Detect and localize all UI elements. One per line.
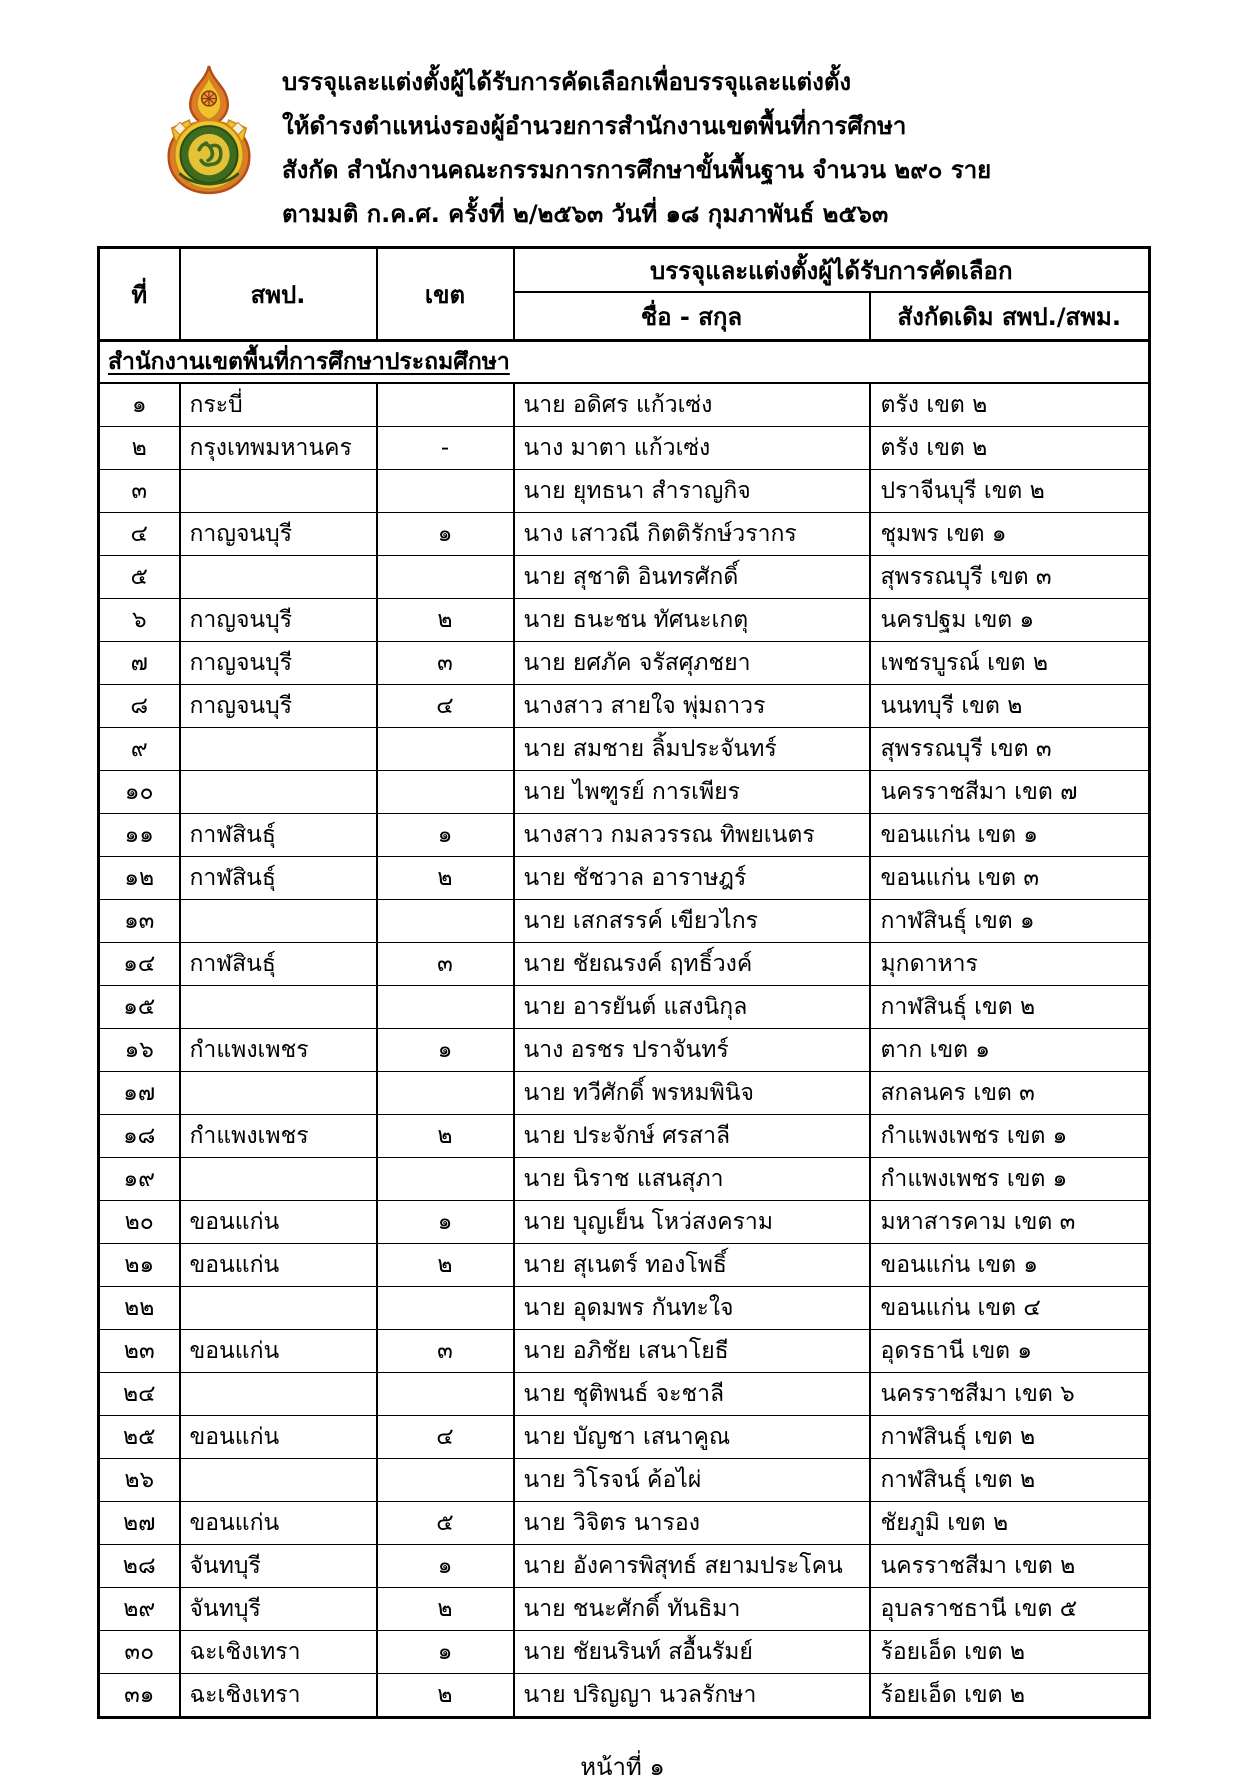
cell-former: ชุมพร เขต ๑ <box>870 513 1150 556</box>
page-number: หน้าที่ ๑ <box>580 1753 665 1781</box>
cell-office: กาญจนบุรี <box>180 685 377 728</box>
cell-office <box>180 1373 377 1416</box>
cell-district: ๑ <box>377 814 514 857</box>
cell-name: นางสาว กมลวรรณ ทิพยเนตร <box>514 814 870 857</box>
col-header-former: สังกัดเดิม สพป./สพม. <box>870 292 1150 341</box>
cell-former: ร้อยเอ็ด เขต ๒ <box>870 1631 1150 1674</box>
cell-former: นนทบุรี เขต ๒ <box>870 685 1150 728</box>
cell-office <box>180 1072 377 1115</box>
header-row-top <box>99 248 1150 293</box>
cell-office: กาฬสินธุ์ <box>180 857 377 900</box>
cell-office: กาญจนบุรี <box>180 642 377 685</box>
cell-name: นาย ชัยณรงค์ ฤทธิ์วงค์ <box>514 943 870 986</box>
cell-name: นาย ยุทธนา สำราญกิจ <box>514 470 870 513</box>
cell-district: ๒ <box>377 1115 514 1158</box>
section-title: สำนักงานเขตพื้นที่การศึกษาประถมศึกษา <box>108 349 510 375</box>
cell-office: ขอนแก่น <box>180 1201 377 1244</box>
cell-no: ๑๗ <box>99 1072 180 1115</box>
cell-no: ๑ <box>99 383 180 427</box>
cell-no: ๑๕ <box>99 986 180 1029</box>
cell-former: กาฬสินธุ์ เขต ๑ <box>870 900 1150 943</box>
col-header-appointment-group: บรรจุและแต่งตั้งผู้ได้รับการคัดเลือก <box>514 248 1150 293</box>
cell-no: ๒๙ <box>99 1588 180 1631</box>
cell-district <box>377 1158 514 1201</box>
table-row <box>99 1631 1150 1674</box>
table-row <box>99 1373 1150 1416</box>
cell-district <box>377 1459 514 1502</box>
table-row <box>99 1287 1150 1330</box>
cell-former: ตรัง เขต ๒ <box>870 383 1150 427</box>
cell-no: ๑๔ <box>99 943 180 986</box>
cell-name: นาย เสกสรรค์ เขียวไกร <box>514 900 870 943</box>
cell-office <box>180 986 377 1029</box>
table-row <box>99 986 1150 1029</box>
cell-former: นครราชสีมา เขต ๒ <box>870 1545 1150 1588</box>
cell-district <box>377 556 514 599</box>
cell-former: มหาสารคาม เขต ๓ <box>870 1201 1150 1244</box>
title-line-3: สังกัด สำนักงานคณะกรรมการการศึกษาขั้นพื้นฐาน จำนวน ๒๙๐ ราย <box>282 156 992 184</box>
title-line-1: บรรจุและแต่งตั้งผู้ได้รับการคัดเลือกเพื่อบรรจุและแต่งตั้ง <box>282 68 852 96</box>
cell-no: ๙ <box>99 728 180 771</box>
cell-name: นาย อุดมพร กันทะใจ <box>514 1287 870 1330</box>
cell-district <box>377 728 514 771</box>
cell-former: ร้อยเอ็ด เขต ๒ <box>870 1674 1150 1718</box>
cell-no: ๓๑ <box>99 1674 180 1718</box>
cell-office: จันทบุรี <box>180 1588 377 1631</box>
table-row <box>99 1459 1150 1502</box>
cell-no: ๒๓ <box>99 1330 180 1373</box>
cell-district <box>377 900 514 943</box>
cell-no: ๘ <box>99 685 180 728</box>
cell-name: นาย นิราช แสนสุภา <box>514 1158 870 1201</box>
table-row <box>99 1416 1150 1459</box>
cell-former: กาฬสินธุ์ เขต ๒ <box>870 1416 1150 1459</box>
cell-district: ๒ <box>377 857 514 900</box>
cell-former: กำแพงเพชร เขต ๑ <box>870 1115 1150 1158</box>
cell-office <box>180 728 377 771</box>
cell-office <box>180 1459 377 1502</box>
table-row <box>99 556 1150 599</box>
obec-ministry-emblem-icon <box>150 62 268 198</box>
cell-name: นาย บัญชา เสนาคูณ <box>514 1416 870 1459</box>
cell-former: ขอนแก่น เขต ๑ <box>870 814 1150 857</box>
cell-no: ๗ <box>99 642 180 685</box>
cell-no: ๒๐ <box>99 1201 180 1244</box>
cell-office <box>180 900 377 943</box>
cell-name: นาย อภิชัย เสนาโยธี <box>514 1330 870 1373</box>
cell-district: ๒ <box>377 1588 514 1631</box>
cell-former: ขอนแก่น เขต ๑ <box>870 1244 1150 1287</box>
cell-former: กาฬสินธุ์ เขต ๒ <box>870 986 1150 1029</box>
cell-no: ๖ <box>99 599 180 642</box>
cell-no: ๓๐ <box>99 1631 180 1674</box>
cell-no: ๓ <box>99 470 180 513</box>
cell-name: นาย วิจิตร นารอง <box>514 1502 870 1545</box>
table-row <box>99 1244 1150 1287</box>
table-row <box>99 1158 1150 1201</box>
cell-office: ฉะเชิงเทรา <box>180 1631 377 1674</box>
cell-name: นางสาว สายใจ พุ่มถาวร <box>514 685 870 728</box>
cell-office: จันทบุรี <box>180 1545 377 1588</box>
table-row <box>99 1674 1150 1718</box>
cell-name: นาย อดิศร แก้วเซ่ง <box>514 383 870 427</box>
cell-former: เพชรบูรณ์ เขต ๒ <box>870 642 1150 685</box>
cell-name: นาง เสาวณี กิตติรักษ์วรากร <box>514 513 870 556</box>
table-row <box>99 470 1150 513</box>
cell-no: ๒๖ <box>99 1459 180 1502</box>
table-row <box>99 685 1150 728</box>
cell-name: นาง อรชร ปราจันทร์ <box>514 1029 870 1072</box>
title-line-4: ตามมติ ก.ค.ศ. ครั้งที่ ๒/๒๕๖๓ วันที่ ๑๘ กุมภาพันธ์ ๒๕๖๓ <box>282 200 889 228</box>
cell-former: มุกดาหาร <box>870 943 1150 986</box>
cell-district: ๔ <box>377 1416 514 1459</box>
cell-district: ๑ <box>377 1201 514 1244</box>
cell-no: ๒๗ <box>99 1502 180 1545</box>
cell-district <box>377 1287 514 1330</box>
title-line-2: ให้ดำรงตำแหน่งรองผู้อำนวยการสำนักงานเขตพื้นที่การศึกษา <box>282 112 907 140</box>
cell-name: นาย ทวีศักดิ์ พรหมพินิจ <box>514 1072 870 1115</box>
section-header-cell <box>99 341 1150 384</box>
table-row <box>99 642 1150 685</box>
cell-no: ๑๙ <box>99 1158 180 1201</box>
cell-district <box>377 986 514 1029</box>
cell-office: ขอนแก่น <box>180 1502 377 1545</box>
cell-office: ขอนแก่น <box>180 1330 377 1373</box>
cell-former: ชัยภูมิ เขต ๒ <box>870 1502 1150 1545</box>
cell-former: ขอนแก่น เขต ๔ <box>870 1287 1150 1330</box>
cell-no: ๑๐ <box>99 771 180 814</box>
cell-no: ๑๒ <box>99 857 180 900</box>
cell-former: นครราชสีมา เขต ๖ <box>870 1373 1150 1416</box>
table-row <box>99 857 1150 900</box>
cell-office: กาญจนบุรี <box>180 599 377 642</box>
cell-no: ๒๘ <box>99 1545 180 1588</box>
cell-former: ปราจีนบุรี เขต ๒ <box>870 470 1150 513</box>
document-header <box>0 0 1240 246</box>
table-row <box>99 728 1150 771</box>
cell-no: ๑๓ <box>99 900 180 943</box>
cell-name: นาย ชัชวาล อาราษฎร์ <box>514 857 870 900</box>
cell-district: ๒ <box>377 1674 514 1718</box>
cell-name: นาย วิโรจน์ ค้อไผ่ <box>514 1459 870 1502</box>
col-header-district: เขต <box>377 248 514 341</box>
cell-former: ตาก เขต ๑ <box>870 1029 1150 1072</box>
cell-district: ๕ <box>377 1502 514 1545</box>
cell-district: ๒ <box>377 599 514 642</box>
cell-district <box>377 1373 514 1416</box>
cell-district: ๑ <box>377 1545 514 1588</box>
cell-no: ๑๑ <box>99 814 180 857</box>
cell-former: นครปฐม เขต ๑ <box>870 599 1150 642</box>
table-row <box>99 1201 1150 1244</box>
cell-name: นาย สุเนตร์ ทองโพธิ์ <box>514 1244 870 1287</box>
cell-name: นาย ชนะศักดิ์ ทันธิมา <box>514 1588 870 1631</box>
cell-no: ๔ <box>99 513 180 556</box>
cell-district <box>377 470 514 513</box>
cell-name: นาย ชุติพนธ์ จะชาลี <box>514 1373 870 1416</box>
cell-name: นาย อังคารพิสุทธ์ สยามประโคน <box>514 1545 870 1588</box>
cell-no: ๑๘ <box>99 1115 180 1158</box>
cell-office <box>180 470 377 513</box>
cell-district: ๑ <box>377 513 514 556</box>
cell-office <box>180 1158 377 1201</box>
cell-former: ตรัง เขต ๒ <box>870 427 1150 470</box>
cell-district: ๓ <box>377 1330 514 1373</box>
cell-former: สุพรรณบุรี เขต ๓ <box>870 556 1150 599</box>
cell-former: กาฬสินธุ์ เขต ๒ <box>870 1459 1150 1502</box>
col-header-name: ชื่อ - สกุล <box>514 292 870 341</box>
cell-name: นาย บุญเย็น โหว่สงคราม <box>514 1201 870 1244</box>
cell-office: ขอนแก่น <box>180 1416 377 1459</box>
cell-district: ๑ <box>377 1029 514 1072</box>
cell-office: กรุงเทพมหานคร <box>180 427 377 470</box>
cell-district: ๔ <box>377 685 514 728</box>
cell-name: นาย สุชาติ อินทรศักดิ์ <box>514 556 870 599</box>
cell-name: นาย สมชาย ลิ้มประจันทร์ <box>514 728 870 771</box>
cell-office: ขอนแก่น <box>180 1244 377 1287</box>
table-row <box>99 814 1150 857</box>
cell-name: นาย ปริญญา นวลรักษา <box>514 1674 870 1718</box>
cell-office <box>180 556 377 599</box>
cell-district: - <box>377 427 514 470</box>
cell-district: ๓ <box>377 943 514 986</box>
cell-former: อุดรธานี เขต ๑ <box>870 1330 1150 1373</box>
cell-former: อุบลราชธานี เขต ๕ <box>870 1588 1150 1631</box>
cell-office: กำแพงเพชร <box>180 1029 377 1072</box>
table-row <box>99 943 1150 986</box>
table-row <box>99 1072 1150 1115</box>
cell-former: สกลนคร เขต ๓ <box>870 1072 1150 1115</box>
cell-district <box>377 383 514 427</box>
table-row <box>99 771 1150 814</box>
cell-no: ๕ <box>99 556 180 599</box>
cell-former: ขอนแก่น เขต ๓ <box>870 857 1150 900</box>
table-row <box>99 427 1150 470</box>
table-row <box>99 1502 1150 1545</box>
cell-office: กาฬสินธุ์ <box>180 943 377 986</box>
table-row <box>99 1330 1150 1373</box>
table-row <box>99 1545 1150 1588</box>
cell-name: นาย ไพฑูรย์ การเพียร <box>514 771 870 814</box>
cell-name: นาย ประจักษ์ ศรสาลี <box>514 1115 870 1158</box>
table-row <box>99 383 1150 427</box>
appointment-table <box>97 246 1151 1719</box>
cell-office <box>180 1287 377 1330</box>
table-row <box>99 900 1150 943</box>
col-header-no: ที่ <box>99 248 180 341</box>
table-header <box>99 248 1150 341</box>
cell-former: สุพรรณบุรี เขต ๓ <box>870 728 1150 771</box>
cell-no: ๒๒ <box>99 1287 180 1330</box>
cell-office <box>180 771 377 814</box>
cell-name: นาย อารยันต์ แสงนิกุล <box>514 986 870 1029</box>
cell-district <box>377 1072 514 1115</box>
table-body <box>99 383 1150 1718</box>
table-row <box>99 599 1150 642</box>
cell-district: ๒ <box>377 1244 514 1287</box>
cell-no: ๒๑ <box>99 1244 180 1287</box>
cell-district: ๓ <box>377 642 514 685</box>
cell-no: ๒๕ <box>99 1416 180 1459</box>
cell-office: กระบี่ <box>180 383 377 427</box>
table-row <box>99 1115 1150 1158</box>
cell-office: ฉะเชิงเทรา <box>180 1674 377 1718</box>
table-row <box>99 1588 1150 1631</box>
document-title <box>282 60 992 236</box>
section-header-row <box>99 341 1150 384</box>
cell-name: นาย ธนะชน ทัศนะเกตุ <box>514 599 870 642</box>
cell-district: ๑ <box>377 1631 514 1674</box>
cell-name: นาย ชัยนรินท์ สอื้นรัมย์ <box>514 1631 870 1674</box>
cell-office: กำแพงเพชร <box>180 1115 377 1158</box>
table-row <box>99 1029 1150 1072</box>
col-header-office: สพป. <box>180 248 377 341</box>
cell-name: นาย ยศภัค จรัสศุภชยา <box>514 642 870 685</box>
cell-no: ๑๖ <box>99 1029 180 1072</box>
cell-no: ๒๔ <box>99 1373 180 1416</box>
cell-office: กาญจนบุรี <box>180 513 377 556</box>
cell-former: นครราชสีมา เขต ๗ <box>870 771 1150 814</box>
table-row <box>99 513 1150 556</box>
cell-office: กาฬสินธุ์ <box>180 814 377 857</box>
cell-former: กำแพงเพชร เขต ๑ <box>870 1158 1150 1201</box>
cell-district <box>377 771 514 814</box>
cell-name: นาง มาตา แก้วเซ่ง <box>514 427 870 470</box>
cell-no: ๒ <box>99 427 180 470</box>
